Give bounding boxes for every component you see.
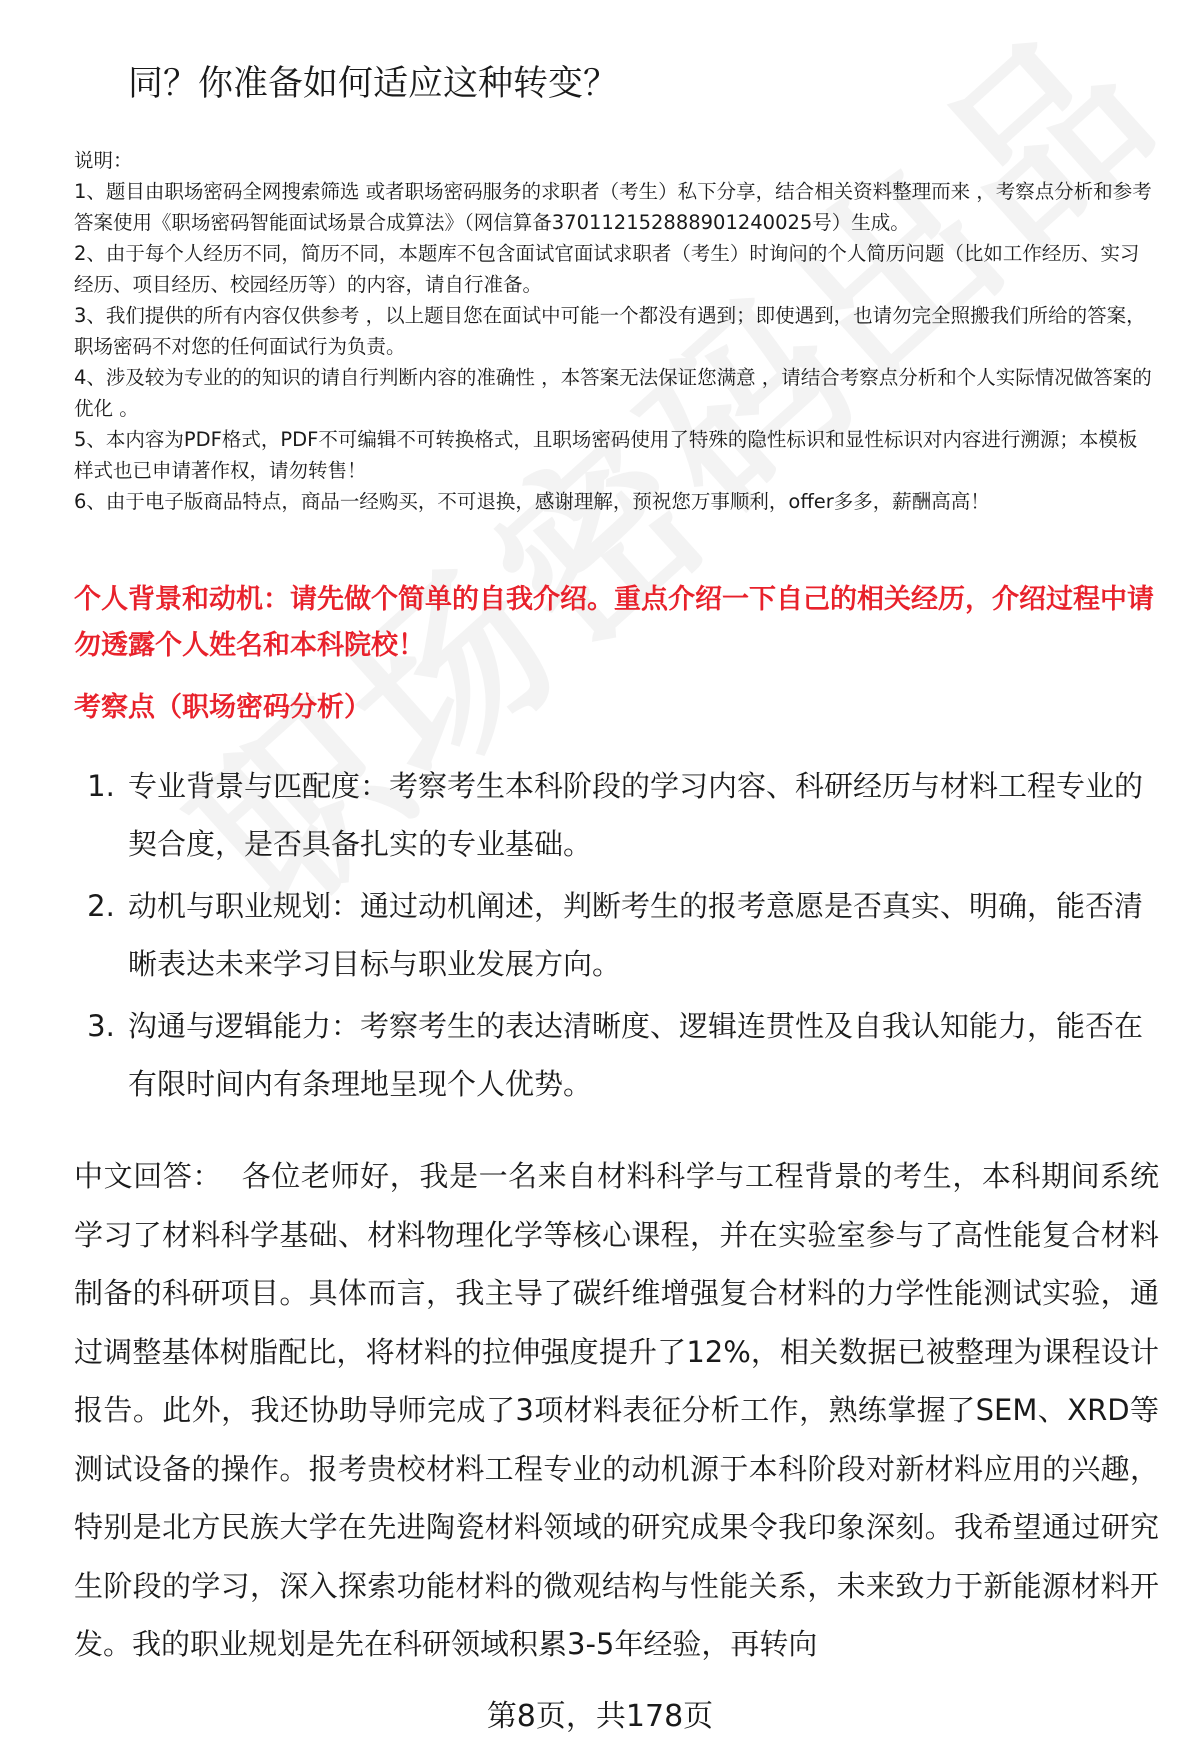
list-text: 沟通与逻辑能力：考察考生的表达清晰度、逻辑连贯性及自我认知能力，能否在有限时间内有条理地呈现个人优势。 [128, 1009, 1144, 1101]
notes-item: 4、涉及较为专业的的知识的请自行判断内容的准确性 ，本答案无法保证您满意 ，请结合考察点分析和个人实际情况做答案的优化 。 [74, 366, 1152, 420]
list-text: 专业背景与匹配度：考察考生本科阶段的学习内容、科研经历与材料工程专业的契合度，是否具备扎实的专业基础。 [128, 769, 1144, 861]
list-item [74, 757, 1154, 873]
answer-label: 中文回答： [74, 1159, 223, 1193]
list-item [74, 997, 1154, 1113]
page-number: 第8页，共178页 [486, 1699, 714, 1734]
list-number: 1. [87, 769, 115, 803]
list-text: 动机与职业规划：通过动机阐述，判断考生的报考意愿是否真实、明确，能否清晰表达未来学习目标与职业发展方向。 [128, 889, 1144, 981]
interview-question: 个人背景和动机：请先做个简单的自我介绍。重点介绍一下自己的相关经历，介绍过程中请勿透露个人姓名和本科院校！ [74, 584, 1154, 661]
list-number: 2. [87, 889, 115, 923]
notes-item: 1、题目由职场密码全网搜索筛选 或者职场密码服务的求职者（考生）私下分享，结合相关资料整理而来 ，考察点分析和参考答案使用《职场密码智能面试场景合成算法》（网信算备370112152888901240025号）生成。 [74, 180, 1152, 234]
list-item [74, 877, 1154, 993]
notes-item: 2、由于每个人经历不同，简历不同，本题库不包含面试官面试求职者（考生）时询问的个人简历问题（比如工作经历、实习经历、项目经历、校园经历等）的内容，请自行准备。 [74, 242, 1140, 296]
question-continuation: 同？你准备如何适应这种转变？ [128, 64, 619, 104]
notes-item: 5、本内容为PDF格式，PDF不可编辑不可转换格式，且职场密码使用了特殊的隐性标识和显性标识对内容进行溯源；本模板样式也已申请著作权，请勿转售！ [74, 428, 1138, 482]
analysis-points [74, 757, 1154, 1117]
analysis-title: 考察点（职场密码分析） [74, 692, 371, 723]
answer-text: 各位老师好，我是一名来自材料科学与工程背景的考生，本科期间系统学习了材料科学基础、材料物理化学等核心课程，并在实验室参与了高性能复合材料制备的科研项目。具体而言，我主导了碳纤维增强复合材料的力学性能测试实验，通过调整基体树脂配比，将材料的拉伸强度提升了12%，相关数据已被整理为课程设计报告。此外，我还协助导师完成了3项材料表征分析工作，熟练掌握了SEM、XRD等测试设备的操作。报考贵校材料工程专业的动机源于本科阶段对新材料应用的兴趣，特别是北方民族大学在先进陶瓷材料领域的研究成果令我印象深刻。我希望通过研究生阶段的学习，深入探索功能材料的微观结构与性能关系，未来致力于新能源材料开发。我的职业规划是先在科研领域积累3-5年经验，再转向 [74, 1159, 1159, 1661]
notes-title: 说明： [74, 149, 133, 172]
list-number: 3. [87, 1009, 115, 1043]
notes-item: 3、我们提供的所有内容仅供参考 ，以上题目您在面试中可能一个都没有遇到；即使遇到，也请勿完全照搬我们所给的答案，职场密码不对您的任何面试行为负责。 [74, 304, 1146, 358]
notes-block [74, 145, 1154, 517]
answer-paragraph [74, 1147, 1159, 1674]
notes-item: 6、由于电子版商品特点，商品一经购买，不可退换，感谢理解，预祝您万事顺利，offer多多，薪酬高高！ [74, 490, 990, 513]
